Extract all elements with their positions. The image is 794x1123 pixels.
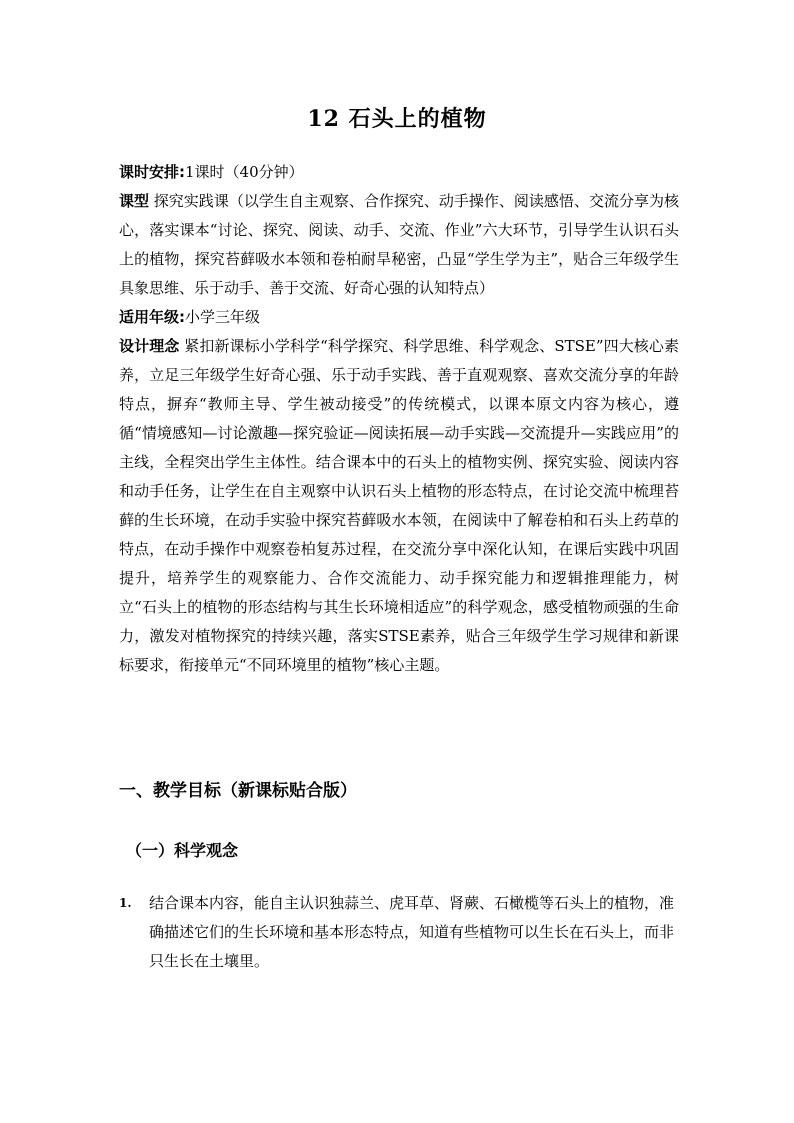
objective-list (119, 889, 679, 976)
list-text: 结合课本内容，能自主认识独蒜兰、虎耳草、肾蕨、石橄榄等石头上的植物，准确描述它们的生长环境和基本形态特点，知道有些植物可以生长在石头上，而非只生长在土壤里。 (149, 894, 675, 970)
type-line (119, 187, 679, 303)
concept-label: 设计理念 (119, 337, 180, 355)
concept-value: 紧扣新课标小学科学“科学探究、科学思维、科学观念、STSE”四大核心素养，立足三年级学生好奇心强、乐于动手实践、善于直观观察、喜欢交流分享的年龄特点，摒弃“教师主导、学生被动接受”的传统模式，以课本原文内容为核心，遵循“情境感知—讨论激趣—探究验证—阅读拓展—动手实践—交流提升—实践应用”的主线，全程突出学生主体性。结合课本中的石头上的植物实例、探究实验、阅读内容和动手任务，让学生在自主观察中认识石头上植物的形态特点，在讨论交流中梳理苔藓的生长环境，在动手实验中探究苔藓吸水本领，在阅读中了解卷柏和石头上药草的特点，在动手操作中观察卷柏复苏过程，在交流分享中深化认知，在课后实践中巩固提升，培养学生的观察能力、合作交流能力、动手探究能力和逻辑推理能力，树立“石头上的植物的形态结构与其生长环境相适应”的科学观念，感受植物顽强的生命力，激发对植物探究的持续兴趣，落实STSE素养，贴合三年级学生学习规律和新课标要求，衔接单元“不同环境里的植物”核心主题。 (119, 337, 679, 674)
concept-line (119, 332, 679, 680)
subsection-heading: （一）科学观念 (126, 841, 239, 860)
page-title: 12 石头上的植物 (307, 106, 487, 132)
schedule-value: 1课时（40分钟） (185, 163, 304, 181)
grade-label: 适用年级: (119, 308, 185, 326)
section-heading: 一、教学目标（新课标贴合版） (119, 781, 357, 801)
list-number: 1. (119, 896, 132, 910)
type-value: 探究实践课（以学生自主观察、合作探究、动手操作、阅读感悟、交流分享为核心，落实课本“讨论、探究、阅读、动手、交流、作业”六大环节，引导学生认识石头上的植物，探究苔藓吸水本领和卷柏耐旱秘密，凸显“学生学为主”，贴合三年级学生具象思维、乐于动手、善于交流、好奇心强的认知特点） (119, 192, 679, 297)
grade-value: 小学三年级 (185, 308, 261, 326)
list-item (119, 889, 679, 976)
lesson-meta (119, 158, 679, 680)
grade-line (119, 303, 679, 332)
schedule-label: 课时安排: (119, 163, 185, 181)
schedule-line (119, 158, 679, 187)
type-label: 课型 (119, 192, 150, 210)
